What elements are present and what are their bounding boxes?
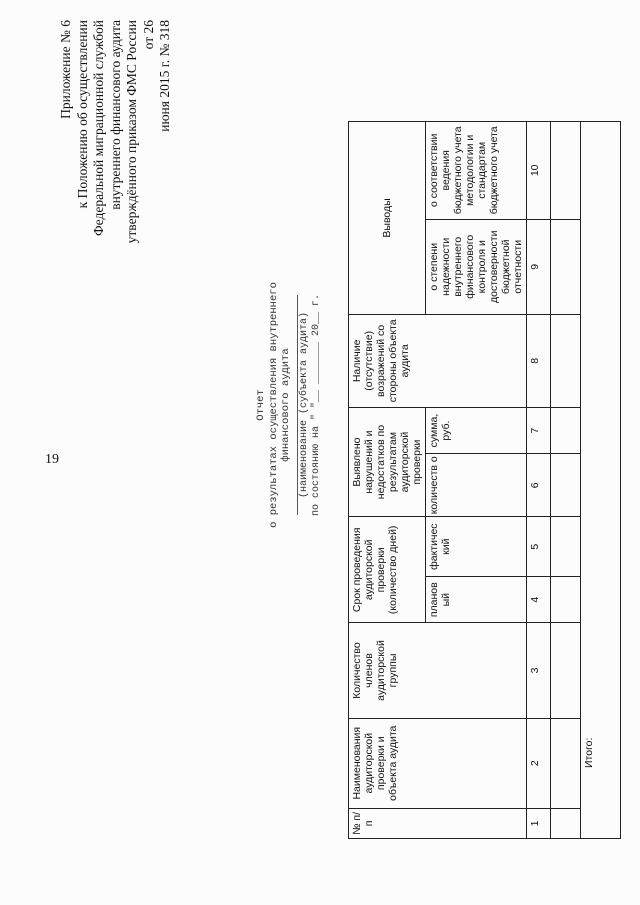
table-cell [551,718,581,808]
appendix-line: к Положению об осуществлении [74,20,90,209]
appendix-line: Федеральной миграционной службой [91,20,106,237]
col-header-name: Наименования аудиторской проверки и объекта аудита [349,718,527,808]
table-cell [551,623,581,718]
table-cell [551,577,581,623]
appendix-line: Приложение № 6 [58,20,73,119]
report-caption: (наименование (субъекта аудита) [298,311,310,499]
column-number-row [527,122,551,839]
report-date-line: по состоянию на " "__ _______ 20__ г. [311,293,322,517]
column-number: 7 [527,407,551,453]
table-cell [551,454,581,517]
column-number: 10 [527,122,551,220]
table-row [551,122,581,839]
column-number: 5 [527,517,551,577]
table-cell [551,219,581,314]
page-number: 19 [45,452,59,467]
col-header-found: Выявлено нарушений и недостатков по результатам аудиторской проверки [349,407,426,516]
col-header-num: № п/п [349,808,527,838]
table-cell [551,808,581,838]
audit-table [348,121,621,839]
table-cell [551,407,581,453]
col-header-term-plan: планов ый [426,577,527,623]
report-subtitle: финансового аудита [280,348,292,462]
header-row [349,122,426,839]
column-number: 9 [527,219,551,314]
col-header-concl-reliability: о степени надежности внутреннего финансового контроля и достоверности бюджетной отчетности [426,219,527,314]
appendix-block [58,20,174,255]
col-header-conclusions: Выводы [349,122,426,315]
col-header-members: Количество членов аудиторской группы [349,623,527,718]
total-row [581,122,621,839]
column-number: 3 [527,623,551,718]
column-number: 8 [527,314,551,407]
table-cell [551,517,581,577]
col-header-term-fact: фактичес кий [426,517,527,577]
table-cell [551,122,581,220]
column-number: 1 [527,808,551,838]
col-header-concl-conformity: о соответствии ведения бюджетного учета методологии и стандартам бюджетного учета [426,122,527,220]
col-header-objections: Наличие (отсутствие) возражений со стороны объекта аудита [349,314,527,407]
appendix-line: утверждённого приказом ФМС России от 26 [124,20,156,244]
underline [297,295,298,515]
total-label: Итого: [581,122,621,839]
report-subtitle: о результатах осуществления внутреннего [267,282,280,528]
column-number: 6 [527,454,551,517]
table-cell [551,314,581,407]
appendix-line: июня 2015 г. № 318 [157,20,172,132]
appendix-line: внутреннего финансового аудита [107,20,123,210]
report-heading [255,235,324,575]
report-title: Отчет [255,389,267,421]
col-header-found-count: количеств о [426,454,527,517]
col-header-term: Срок проведения аудиторской проверки (количество дней) [349,517,426,623]
column-number: 4 [527,577,551,623]
column-number: 2 [527,718,551,808]
col-header-found-sum: сумма, руб. [426,407,527,453]
